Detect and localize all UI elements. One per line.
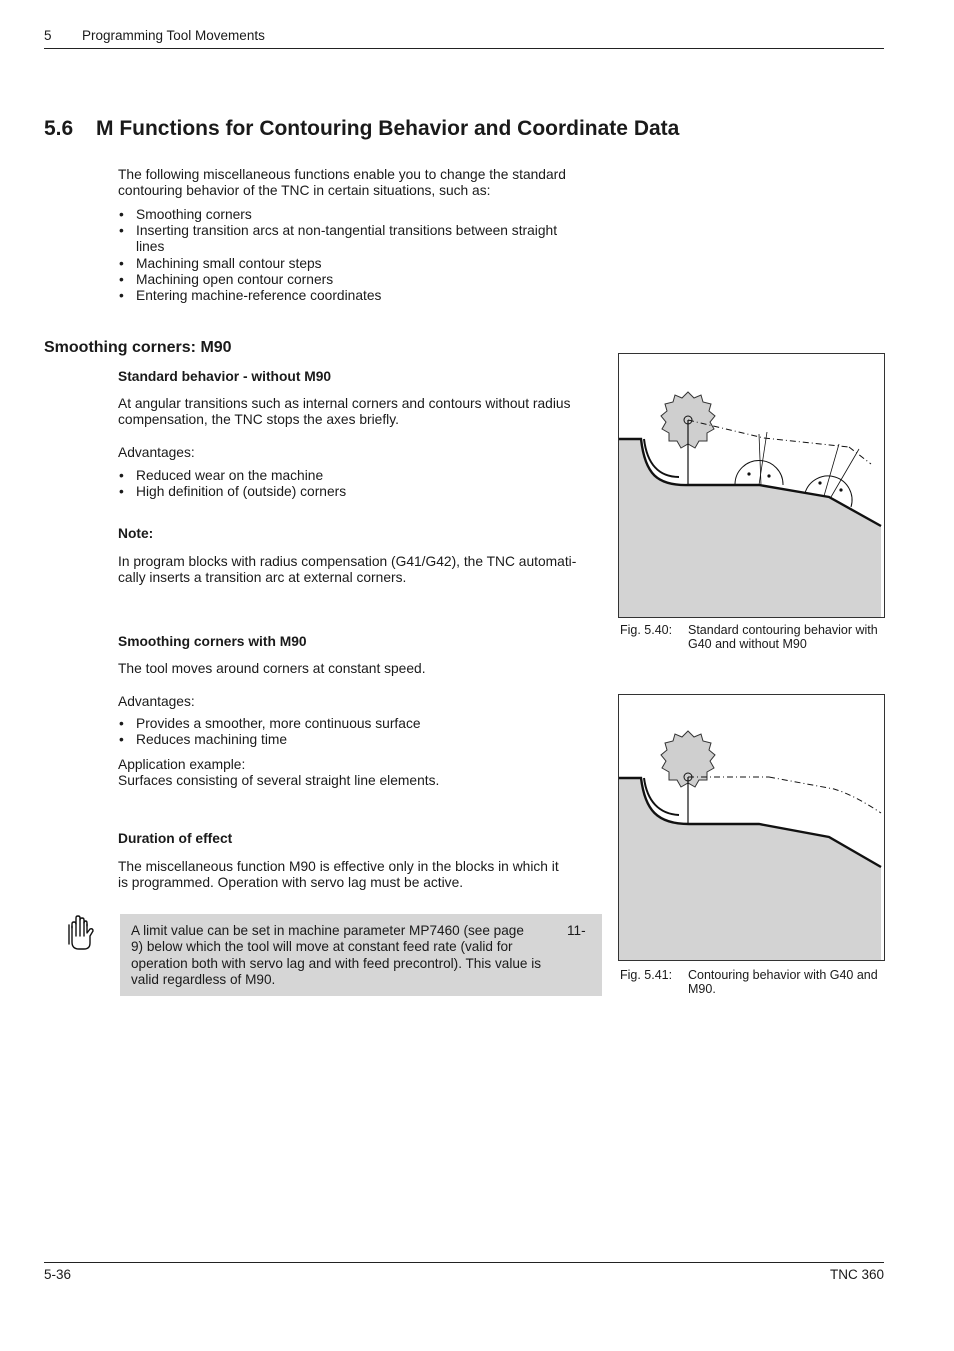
figure-caption-line-1: Standard contouring behavior with [688, 623, 878, 637]
footer-product-name: TNC 360 [829, 1267, 884, 1282]
figure-5-40-caption [620, 623, 885, 653]
standard-p1-line-1: At angular transitions such as internal corners and contours without radius [118, 396, 571, 411]
section-number: 5.6 [44, 117, 74, 140]
info-note-line-4: valid regardless of M90. [131, 972, 276, 988]
figure-caption-line-1: Contouring behavior with G40 and [688, 968, 878, 982]
header-chapter-number: 5 [44, 28, 52, 43]
standard-advantages-list [118, 468, 598, 500]
page-footer [44, 1262, 884, 1282]
figure-caption-line-2: G40 and without M90 [688, 637, 807, 651]
standard-behavior-heading: Standard behavior - without M90 [118, 369, 332, 384]
with-m90-advantages-list [118, 716, 598, 748]
duration-line-1: The miscellaneous function M90 is effective only in the blocks in which it [118, 859, 559, 874]
intro-line-2: contouring behavior of the TNC in certain situations, such as: [118, 183, 491, 198]
workpiece-area [619, 439, 881, 617]
list-item: • Machining small contour steps [118, 256, 598, 272]
figure-5-41-caption [620, 968, 885, 998]
section-title [44, 117, 679, 141]
duration-line-2: is programmed. Operation with servo lag must be active. [118, 875, 464, 890]
info-note-line-2: 9) below which the tool will move at constant feed rate (valid for [131, 939, 513, 955]
figure-5-41-drawing [619, 695, 884, 960]
figure-caption-text [688, 623, 893, 651]
note-heading: Note: [118, 526, 154, 541]
application-example-label: Application example: [118, 757, 246, 772]
figure-5-40 [618, 353, 885, 618]
application-example-text: Surfaces consisting of several straight line elements. [118, 773, 440, 788]
info-note-line-1: A limit value can be set in machine parameter MP7460 (see page [131, 923, 524, 938]
list-item [118, 239, 598, 255]
note-line-1: In program blocks with radius compensation (G41/G42), the TNC automati- [118, 554, 577, 569]
intro-line-1: The following miscellaneous functions enable you to change the standard [118, 167, 566, 182]
figure-number: Fig. 5.41: [620, 968, 673, 982]
note-line-2: cally inserts a transition arc at external corners. [118, 570, 407, 585]
info-note-page-ref: 11- [567, 923, 586, 938]
hand-pointer-icon [66, 914, 94, 952]
info-note-text [131, 923, 559, 989]
section-title-text: M Functions for Contouring Behavior and Coordinate Data [96, 117, 680, 140]
with-m90-heading: Smoothing corners with M90 [118, 634, 307, 649]
list-item: • Provides a smoother, more continuous surface [118, 716, 598, 732]
corner-arc [735, 460, 783, 485]
footer-page-number: 5-36 [44, 1267, 72, 1282]
with-m90-p1: The tool moves around corners at constant speed. [118, 661, 426, 676]
figure-caption-text [688, 968, 893, 996]
standard-p1-line-2: compensation, the TNC stops the axes briefly. [118, 412, 399, 427]
list-item: • Inserting transition arcs at non-tangential transitions between straight [118, 223, 598, 239]
info-note-box [120, 914, 602, 996]
figure-number: Fig. 5.40: [620, 623, 673, 637]
intro-bullet-list [118, 207, 598, 304]
list-item: • High definition of (outside) corners [118, 484, 598, 500]
list-item-continuation: lines [136, 239, 165, 255]
subsection-heading: Smoothing corners: M90 [44, 339, 232, 356]
advantages-label: Advantages: [118, 445, 195, 460]
figure-5-40-drawing [619, 354, 884, 617]
figure-caption-line-2: M90. [688, 982, 716, 996]
list-item: • Entering machine-reference coordinates [118, 288, 598, 304]
duration-heading: Duration of effect [118, 831, 233, 846]
workpiece-area [619, 778, 881, 960]
header-chapter-title: Programming Tool Movements [82, 28, 265, 43]
page-header [44, 28, 884, 49]
figure-5-41 [618, 694, 885, 961]
list-item: • Machining open contour corners [118, 272, 598, 288]
list-item: • Smoothing corners [118, 207, 598, 223]
advantages-label: Advantages: [118, 694, 195, 709]
list-item: • Reduces machining time [118, 732, 598, 748]
list-item: • Reduced wear on the machine [118, 468, 598, 484]
info-note-line-3: operation both with servo lag and with feed precontrol). This value is [131, 955, 542, 971]
